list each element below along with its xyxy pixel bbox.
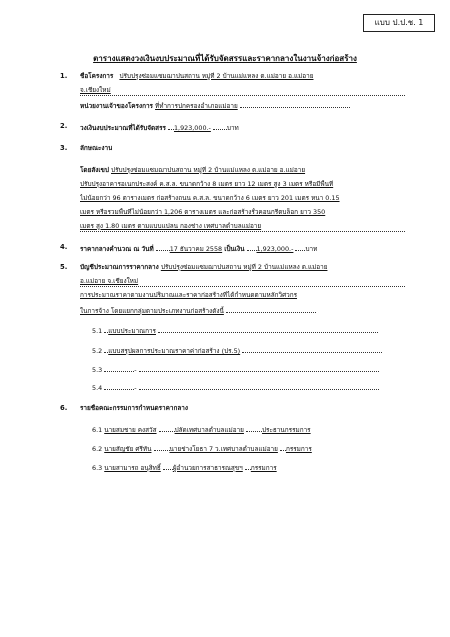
member-number: 6.3 bbox=[92, 464, 103, 472]
estimate-project-cont: อ.แม่อาย จ.เชียงใหม่ bbox=[80, 277, 139, 285]
work-desc-5: เมตร สูง 1.80 เมตร ตามแบบแปลน กองช่าง เทศบาลตำบลแม่อาย bbox=[80, 222, 262, 230]
estimate-item-number: 5.3 bbox=[92, 366, 103, 374]
section-3-number: 3. bbox=[60, 144, 68, 152]
section-5-line-2 bbox=[80, 277, 405, 287]
member-name: นายสัญชัย ศรีทัน bbox=[104, 445, 152, 453]
estimate-item bbox=[92, 364, 405, 375]
project-name-cont: จ.เชียงใหม่ bbox=[80, 86, 111, 94]
section-6-label: รายชื่อคณะกรรมการกำหนดราคากลาง bbox=[80, 404, 188, 412]
estimate-item-text: - bbox=[134, 366, 137, 374]
budget-unit: บาท bbox=[226, 124, 239, 132]
member-position: นายช่างโยธา 7 ว.เทศบาลตำบลแม่อาย bbox=[169, 445, 278, 453]
estimate-item-number: 5.4 bbox=[92, 384, 103, 392]
member-position: ปลัดเทศบาลตำบลแม่อาย bbox=[174, 426, 244, 434]
section-6-number: 6. bbox=[60, 404, 68, 412]
section-1-label: ชื่อโครงการ bbox=[80, 72, 114, 80]
estimate-desc-2: ในการจ้าง โดยแยกกลุ่มตามประเภทงานก่อสร้างดังนี้ bbox=[80, 307, 224, 315]
section-4-number: 4. bbox=[60, 243, 68, 251]
section-4-label: ราคากลางคำนวณ ณ วันที่ bbox=[80, 245, 154, 253]
estimate-item bbox=[92, 345, 405, 356]
section-5-line bbox=[80, 263, 410, 272]
estimate-item-text: แบบสรุปผลการประมาณราคาค่าก่อสร้าง (ปร.5) bbox=[108, 347, 241, 355]
section-1-line bbox=[80, 72, 410, 81]
estimate-desc-2-line bbox=[80, 305, 410, 316]
section-4-line bbox=[80, 243, 410, 254]
estimate-project: ปรับปรุงซ่อมแซมฌาปนสถาน หมู่ที่ 2 บ้านแม่แหลง ต.แม่อาย bbox=[160, 263, 328, 271]
member-role: กรรมการ bbox=[250, 464, 277, 472]
work-desc-4: เมตร หรือรวมพื้นที่ไม่น้อยกว่า 1,206 ตารางเมตร และก่อสร้างรั้วคอนกรีตบล็อก ยาว 350 bbox=[80, 208, 326, 216]
estimate-item-text: - bbox=[134, 384, 137, 392]
estimate-desc-1: การประมาณราคาตามงานปริมาณและราคาก่อสร้างที่ได้กำหนดตามหลักวิศวกร bbox=[80, 291, 298, 299]
member-position: ผู้อำนวยการสาธารณสุขฯ bbox=[172, 464, 243, 472]
member-name: นายสามารถ อนุสิทธิ์ bbox=[104, 464, 161, 472]
section-5-label: บัญชีประมาณการราคากลาง bbox=[80, 263, 159, 271]
budget-value: 1,923,000.- bbox=[173, 124, 211, 132]
calc-date: 17 ธันวาคม 2558 bbox=[169, 245, 223, 253]
section-1-line-2 bbox=[80, 86, 405, 96]
estimate-item-number: 5.1 bbox=[92, 327, 103, 335]
work-desc-5-line bbox=[80, 222, 405, 232]
section-2-label: วงเงินงบประมาณที่ได้รับจัดสรร bbox=[80, 124, 166, 132]
section-3-lead: โดยสังเขป bbox=[80, 166, 109, 174]
section-3-line-1 bbox=[80, 166, 410, 175]
document-title: ตารางแสดงวงเงินงบประมาณที่ได้รับจัดสรรและราคากลางในงานจ้างก่อสร้าง bbox=[93, 54, 357, 63]
committee-member bbox=[92, 424, 410, 435]
section-4-mid: เป็นเงิน bbox=[224, 245, 245, 253]
work-desc-2: ปรับปรุงอาคารอเนกประสงค์ ค.ส.ล. ขนาดกว้าง 8 เมตร ยาว 12 เมตร สูง 3 เมตร หรือมีพื้นที่ bbox=[80, 180, 334, 188]
estimate-item-text: แบบประมาณการ bbox=[108, 327, 156, 335]
agency-label: หน่วยงานเจ้าของโครงการ bbox=[80, 102, 153, 110]
agency-line bbox=[80, 100, 410, 111]
member-name: นายสมชาย คงสวัส bbox=[104, 426, 157, 434]
committee-member bbox=[92, 443, 410, 454]
member-role: ประธานกรรมการ bbox=[261, 426, 311, 434]
calc-unit: บาท bbox=[305, 245, 318, 253]
committee-member bbox=[92, 462, 410, 473]
work-desc-3: ไม่น้อยกว่า 96 ตารางเมตร ก่อสร้างถนน ค.ส.ล. ขนาดกว้าง 6 เมตร ยาว 201 เมตร หนา 0.15 bbox=[80, 194, 340, 202]
agency-value: ที่ทำการปกครองอำเภอแม่อาย bbox=[155, 102, 238, 110]
member-number: 6.2 bbox=[92, 445, 103, 453]
estimate-item bbox=[92, 325, 405, 336]
section-3-label: ลักษณะงาน bbox=[80, 144, 113, 152]
section-1-number: 1. bbox=[60, 72, 68, 80]
section-5-number: 5. bbox=[60, 263, 68, 271]
project-name: ปรับปรุงซ่อมแซมฌาปนสถาน หมู่ที่ 2 บ้านแม่แหลง ต.แม่อาย อ.แม่อาย bbox=[119, 72, 314, 80]
estimate-item-number: 5.2 bbox=[92, 347, 103, 355]
member-number: 6.1 bbox=[92, 426, 103, 434]
estimate-item bbox=[92, 382, 405, 393]
calc-value: 1,923,000.- bbox=[256, 245, 294, 253]
section-2-number: 2. bbox=[60, 122, 68, 130]
section-2-line bbox=[80, 122, 410, 133]
work-desc-1: ปรับปรุงซ่อมแซมฌาปนสถาน หมู่ที่ 2 บ้านแม่แหลง ต.แม่อาย อ.แม่อาย bbox=[111, 166, 306, 174]
member-role: กรรมการ bbox=[285, 445, 312, 453]
form-code-box: แบบ ป.ป.ช. 1 bbox=[363, 14, 435, 32]
